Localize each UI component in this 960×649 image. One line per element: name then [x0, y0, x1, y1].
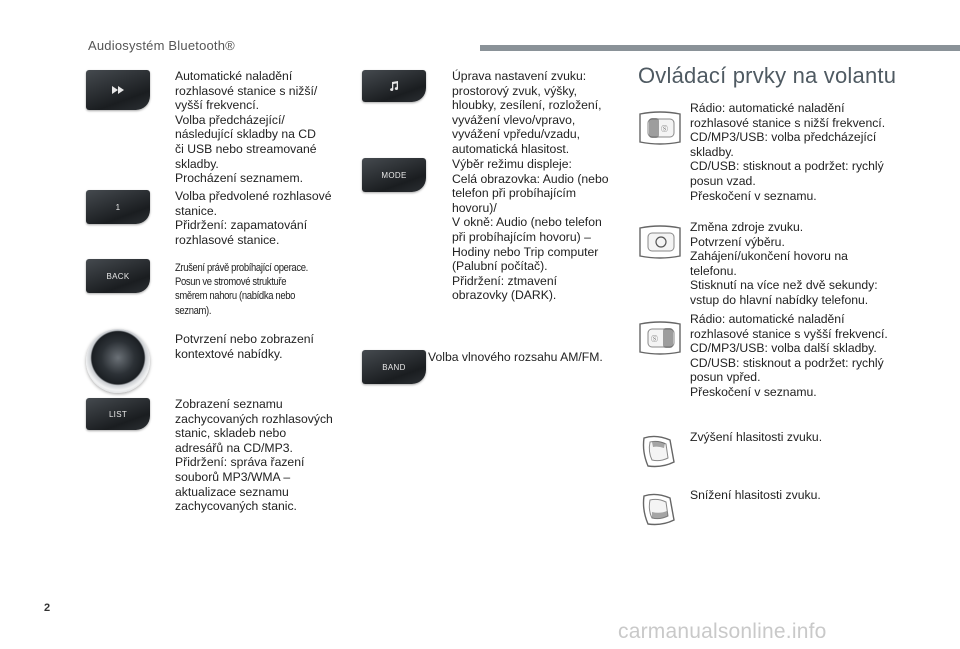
- steering-control-down-icon: [636, 108, 684, 148]
- band-button: [362, 350, 426, 384]
- fast-forward-icon: [110, 85, 126, 95]
- page-number: 2: [44, 602, 51, 614]
- steering-control-up-icon: [636, 318, 684, 358]
- svg-text:Ⓢ: Ⓢ: [651, 336, 658, 343]
- list-description: Zobrazení seznamu zachycovaných rozhlasových stanic, skladeb nebo adresářů na CD/MP3. Přidržení: správa řazení souborů MP3/WMA – aktualizace seznamu zachycovaných stanic.: [175, 397, 333, 514]
- steering-item-3-description: Rádio: automatické naladění rozhlasové stanice s vyšší frekvencí. CD/MP3/USB: volba další skladby. CD/USB: stisknout a podržet: rychlý posun vpřed. Přeskočení v seznamu.: [690, 312, 888, 399]
- seek-description: Automatické naladění rozhlasové stanice s nižší/ vyšší frekvencí. Volba předcházející/ následující skladby na CD či USB nebo streamované skladby. Procházení seznamem.: [175, 69, 318, 186]
- mode-button: [362, 158, 426, 192]
- mode-button-label: MODE: [381, 170, 407, 180]
- back-description: Zrušení právě probíhající operace. Posun ve stromové struktuře směrem nahoru (nabídka nebo seznam).: [175, 262, 308, 317]
- list-button-label: LIST: [108, 409, 128, 419]
- steering-item-5-description: Snížení hlasitosti zvuku.: [690, 488, 821, 502]
- rotary-knob-icon: [86, 329, 150, 393]
- knob-description: Potvrzení nebo zobrazení kontextové nabídky.: [175, 332, 314, 361]
- watermark: carmanualsonline.info: [618, 620, 827, 643]
- volume-up-control-icon: [636, 432, 684, 474]
- list-button: [86, 398, 150, 430]
- steering-section-title: Ovládací prvky na volantu: [638, 63, 897, 88]
- sound-button: [362, 70, 426, 102]
- mode-description: Výběr režimu displeje: Celá obrazovka: Audio (nebo telefon při probíhajícím hovoru)/ V okně: Audio (nebo telefon při probíhajícím hovoru) – Hodiny nebo Trip computer (Palubní počítač). Přidržení: ztmavení obrazovky (DARK).: [452, 157, 609, 303]
- band-button-label: BAND: [382, 362, 406, 372]
- volume-down-control-icon: [636, 490, 684, 532]
- steering-item-2-description: Změna zdroje zvuku. Potvrzení výběru. Zahájení/ukončení hovoru na telefonu. Stisknutí na více než dvě sekundy: vstup do hlavní nabídky telefonu.: [690, 220, 878, 307]
- header-rule: [480, 45, 960, 51]
- preset-description: Volba předvolené rozhlasové stanice. Přidržení: zapamatování rozhlasové stanice.: [175, 189, 332, 247]
- steering-control-press-icon: [636, 222, 684, 262]
- seek-button: [86, 70, 150, 110]
- steering-item-1-description: Rádio: automatické naladění rozhlasové stanice s nižší frekvencí. CD/MP3/USB: volba předcházející skladby. CD/USB: stisknout a podržet: rychlý posun vzad. Přeskočení v seznamu.: [690, 101, 886, 203]
- sound-description: Úprava nastavení zvuku: prostorový zvuk, výšky, hloubky, zesílení, rozložení, vyvážení vlevo/vpravo, vyvážení vpředu/vzadu, automatická hlasitost.: [452, 69, 602, 156]
- svg-text:Ⓢ: Ⓢ: [661, 126, 668, 133]
- steering-item-4-description: Zvýšení hlasitosti zvuku.: [690, 430, 823, 444]
- back-button: [86, 259, 150, 293]
- music-note-icon: [388, 80, 400, 92]
- preset-button: [86, 190, 150, 224]
- header-title: Audiosystém Bluetooth®: [88, 38, 235, 53]
- band-description: Volba vlnového rozsahu AM/FM.: [428, 350, 603, 364]
- preset-button-label: 1: [115, 202, 121, 212]
- back-button-label: BACK: [106, 271, 130, 281]
